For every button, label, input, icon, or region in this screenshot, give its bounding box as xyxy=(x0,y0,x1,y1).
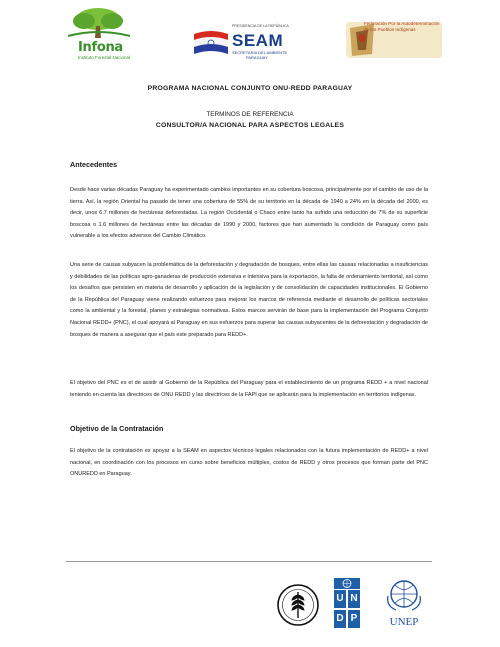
paragraph-antecedentes-3: El objetivo del PNC es el de asistir al Gobierno de la República del Paraguay para el establecimiento de un programa REDD + a nivel nacional teniendo en cuenta las directrices de ONU REDD y las directrices de la FAPI que se aplicarán para la implementación en territorios indígenas. xyxy=(70,380,428,398)
unep-label: UNEP xyxy=(389,616,419,628)
infona-name: Infona xyxy=(78,40,123,55)
undp-letter-n: N xyxy=(348,590,360,608)
position-title: CONSULTOR/A NACIONAL PARA ASPECTOS LEGALES xyxy=(155,122,345,129)
fapi-logo xyxy=(344,20,444,60)
paragraph-objetivo-1: El objetivo de la contratación es apoyar a la SEAM en aspectos técnicos legales relacionados con la futura implementación de REDD+ a nivel nacional, en coordinación con los procesos en curso sobre beneficios múltiples, costos de REDD y otros procesos que forman parte del PNC ONUREDD en Paraguay. xyxy=(70,448,428,478)
paragraph-antecedentes-1: Desde hace varias décadas Paraguay ha experimentado cambios importantes en su cobertura boscosa, principalmente por el cambio de uso de la tierra. Así, la región Oriental ha pasado de tener una cobertura de 55% de su territorio en la década de 1940 a 24% en la década del 2000, es decir, unos 6.7 millones de hectáreas deforestadas. La región Occidental o Chaco entre tanto ha sufrido una reducción de 7% de su superficie boscosa o 1.6 millones de hectáreas entre las décadas de 1990 y 2000, factores que han aumentado la condición de Paraguay como país vulnerable a los efectos adversos del Cambio Climático. xyxy=(70,187,428,240)
undp-letter-d: D xyxy=(334,610,346,628)
un-emblem-icon xyxy=(334,578,360,589)
undp-letter-u: U xyxy=(334,590,346,608)
fapi-text: Federación Por la Autodeterminación de los Pueblos Indígenas xyxy=(364,21,440,32)
seam-logo xyxy=(192,24,304,64)
seam-subtitle-line2: PARAGUAY xyxy=(246,55,268,60)
seam-top-text: PRESIDENCIA DE LA REPÚBLICA xyxy=(232,24,289,28)
paragraph-antecedentes-2: Una serie de causas subyacen la problemática de la deforestación y degradación de bosques, entre ellas las causas relacionadas a insuficiencias y debilidades de las políticas agro-ganaderas de producción extensiva e intensiva para la exportación, la falta de ordenamiento territorial, así como los desafíos que persisten en materia de desarrollo y aplicación de la legislación y de consolidación de capacidades institucionales. El Gobierno de la República del Paraguay viene realizando esfuerzos para mejorar los marcos de referencia mediante el desarrollo de políticas sectoriales como la ambiental y la forestal, planes y estrategias normativas. Estos marcos servirán de base para la implementación del Programa Conjunto Nacional REDD+ (PNC), el cual apoyará al Paraguay en sus esfuerzos para superar las causas subyacentes de la deforestación y degradación de bosques de manera a asegurar que el país este preparado para REDD+. xyxy=(70,262,428,338)
paraguay-flag-icon xyxy=(192,30,230,60)
footer-divider xyxy=(66,561,432,562)
seam-subtitle-line1: SECRETARIA DEL AMBIENTE xyxy=(232,50,288,55)
fao-logo-icon xyxy=(276,583,320,627)
tree-icon xyxy=(58,6,140,42)
infona-subtitle: Instituto Forestal Nacional xyxy=(78,55,131,60)
seam-name: SEAM xyxy=(232,31,284,50)
seam-subtitle xyxy=(232,50,287,60)
section-heading-antecedentes: Antecedentes xyxy=(70,160,118,169)
undp-logo xyxy=(334,578,360,628)
section-heading-objetivo: Objetivo de la Contratación xyxy=(70,424,164,433)
document-title: PROGRAMA NACIONAL CONJUNTO ONU-REDD PARAGUAY xyxy=(147,85,353,92)
infona-logo xyxy=(58,6,140,62)
undp-letter-p: P xyxy=(348,610,360,628)
document-subtitle: TERMINOS DE REFERENCIA xyxy=(206,111,294,118)
